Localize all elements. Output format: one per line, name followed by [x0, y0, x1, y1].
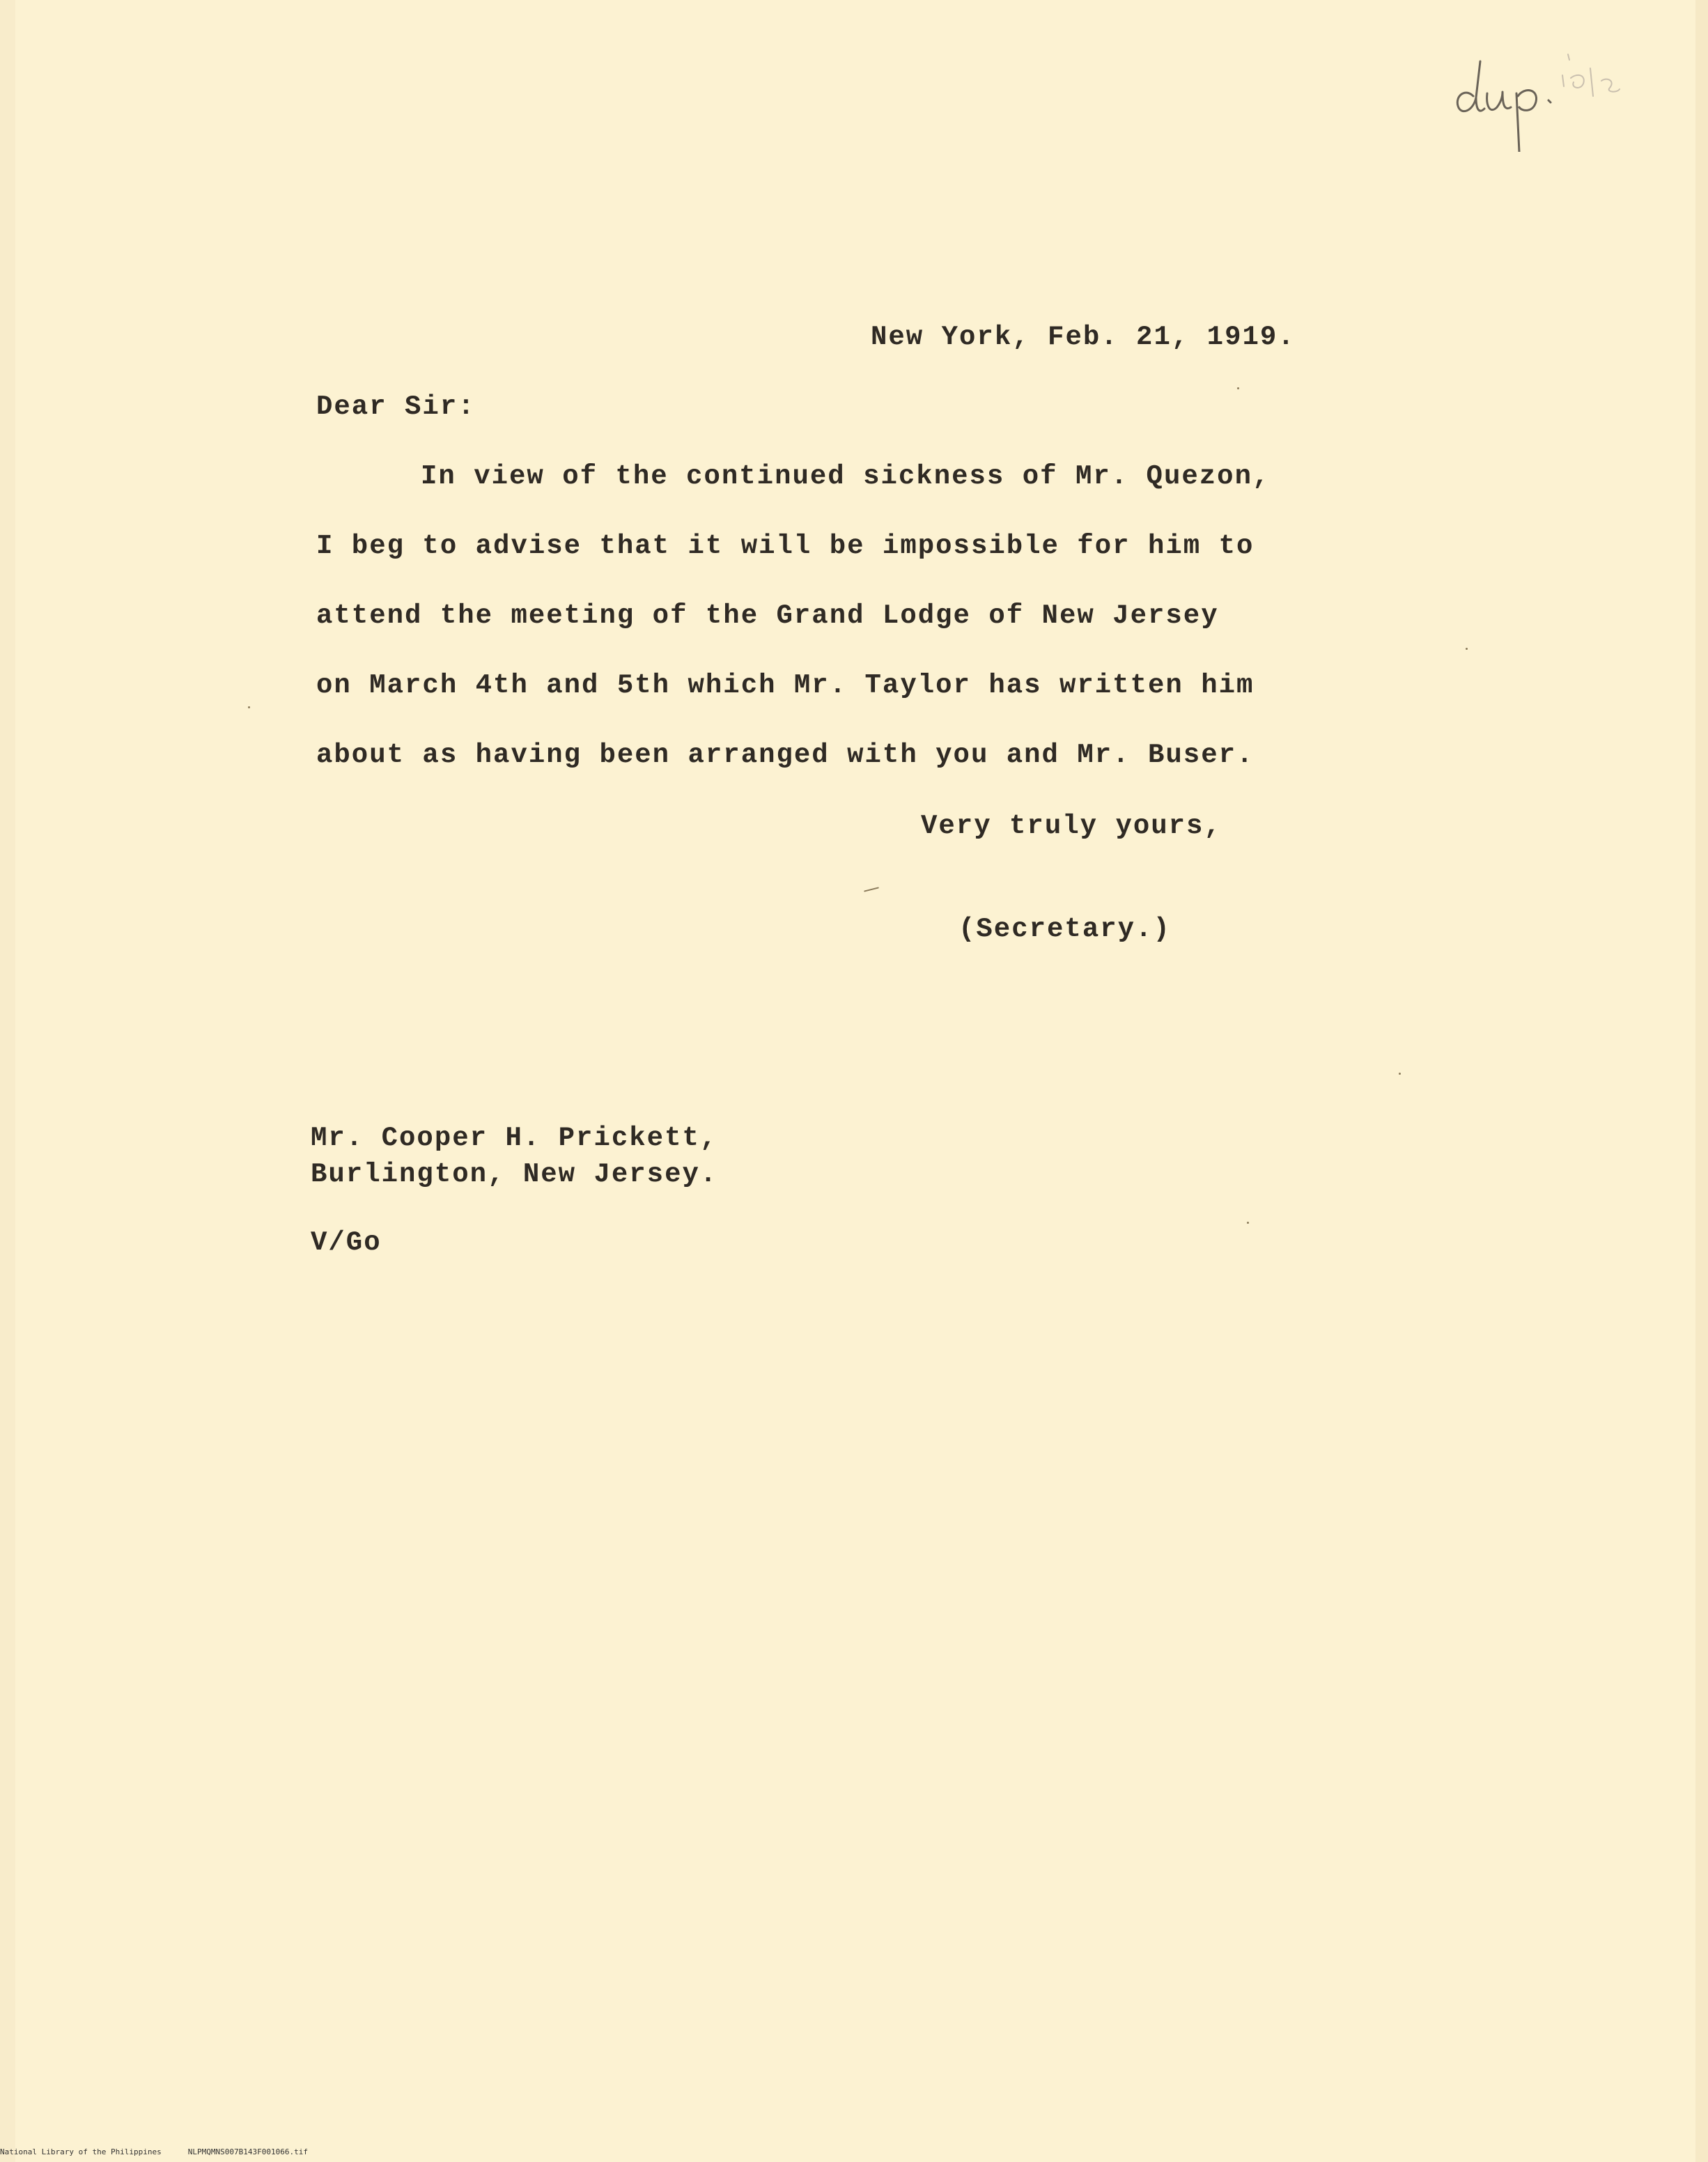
paper-speck — [1399, 1073, 1401, 1075]
paper-speck — [1466, 648, 1468, 650]
paper-edge-right — [1695, 0, 1708, 2162]
addressee-line: Burlington, New Jersey. — [311, 1159, 718, 1190]
body-line: on March 4th and 5th which Mr. Taylor has written him — [316, 670, 1255, 701]
body-line: I beg to advise that it will be impossible for him to — [316, 531, 1255, 561]
signature: (Secretary.) — [958, 914, 1171, 944]
paper-speck — [1247, 1222, 1249, 1224]
addressee-line: Mr. Cooper H. Prickett, — [311, 1123, 718, 1153]
closing: Very truly yours, — [921, 811, 1222, 841]
paper-edge-left — [0, 0, 15, 2162]
body-line: about as having been arranged with you and Mr. Buser. — [316, 740, 1255, 770]
dateline: New York, Feb. 21, 1919. — [871, 322, 1296, 352]
paper-speck — [1237, 387, 1239, 389]
paper-speck — [248, 706, 250, 708]
paper-mark — [864, 887, 879, 892]
handwritten-annotation — [1452, 47, 1640, 152]
scan-footer — [0, 2147, 308, 2156]
salutation: Dear Sir: — [316, 391, 476, 422]
body-line: attend the meeting of the Grand Lodge of New Jersey — [316, 600, 1219, 631]
body-line: In view of the continued sickness of Mr. Quezon, — [421, 461, 1271, 492]
reference-initials: V/Go — [311, 1227, 382, 1258]
footer-institution: National Library of the Philippines — [0, 2147, 162, 2156]
footer-filename: NLPMQMNS007B143F001066.tif — [187, 2147, 308, 2156]
